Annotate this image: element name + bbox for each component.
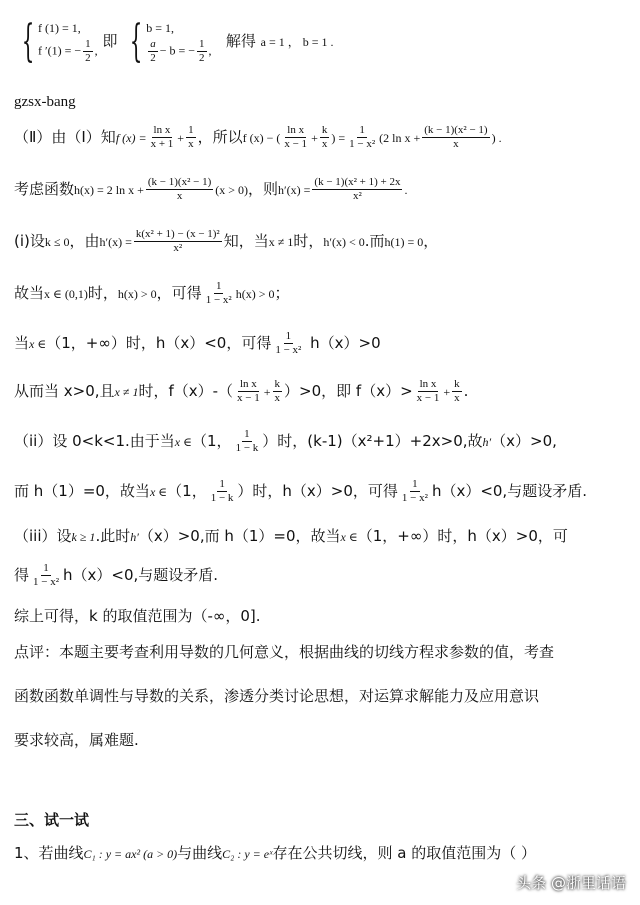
line-case-i-interval1: 故当x ∈ (0,1)时，h(x) > 0，可得 $\frac{1}{\text{1 − x²}}$ h(x) > 0； <box>14 280 290 306</box>
comment-line-1: 点评：本题主要考查利用导数的几何意义，根据曲线的切线方程求参数的值，考查 <box>14 643 555 661</box>
comment-line-3: 要求较高，属难题. <box>14 731 139 749</box>
line-case-ii-contradiction: 而 h（1）=0，故当x ∈（1， $\frac{1}{1 - k}$ ）时，h（x）>0，可得 $\frac{1}{\text{1 − x²}}$ h（x）<0,与题设矛盾. <box>14 478 587 504</box>
line-part2: （Ⅱ）由（Ⅰ）知f (x) = $\frac{\text{ln x}}{x + 1}$ + $\frac{1}{x}$ ，所以f (x) − ( $\frac{\text{ln x}}{x - 1}$ + $\frac{k}{x}$ ) = $\frac{1}{\text{1 − x²}}$ (2 ln x + $\frac{\text{(k − 1)(x² − 1)}}{x}$ ) . <box>14 124 502 150</box>
tag-gzsx: gzsx-bang <box>14 94 76 110</box>
text-jiede: 解得 <box>225 32 256 50</box>
section-heading: 三、试一试 <box>14 811 90 829</box>
line-system <box>14 15 632 74</box>
line-conclusion-i: 从而当 x>0,且x ≠ 1时，f（x）-（ $\frac{\text{ln x}}{x - 1}$ + $\frac{k}{x}$ ）>0，即 f（x）> $\frac{\text{ln x}}{x - 1}$ + $\frac{k}{x}$ . <box>14 378 469 404</box>
line-case-ii: （ii）设 0<k<1.由于当x ∈（1， $\frac{1}{1 - k}$ ）时，(k-1)（x²+1）+2x>0,故h′（x）>0, <box>14 428 557 454</box>
line-consider-h: 考虑函数h(x) = 2 ln x + $\frac{\text{(k − 1)(x² − 1)}}{x}$ (x > 0)，则h′(x) = $\frac{\text{(k − 1)(x² + 1) + 2x}}{\text{x²}}$ . <box>14 176 408 202</box>
equation-system-2: { b = 1, $\frac{a}{2}$ − b = − $\frac{1}{2}$ , <box>129 15 212 67</box>
text-ji: 即 <box>102 32 118 50</box>
line-case-i: (i)设k ≤ 0，由h′(x) = $\frac{\text{k(x² + 1) − (x − 1)²}}{\text{x²}}$ 知，当x ≠ 1时，h′(x) < 0.而h(1) = 0， <box>14 228 439 254</box>
line-case-i-interval2: 当x ∈（1，+∞）时，h（x）<0，可得 $\frac{1}{\text{1 − x²}}$ h（x）>0 <box>14 330 381 356</box>
question-1: 1、若曲线C₁ : y = ax² (a > 0)与曲线C₂ : y = eˣ存在公共切线，则 a 的取值范围为（ ） <box>14 844 536 862</box>
equation-system-1: { f (1) = 1, f ′(1) = − $\frac{1}{2}$ , <box>21 15 98 67</box>
comment-line-2: 函数函数单调性与导数的关系，渗透分类讨论思想，对运算求解能力及应用意识 <box>14 687 540 705</box>
line-case-iii: （iii）设k ≥ 1.此时h′（x）>0,而 h（1）=0，故当x ∈（1，+∞）时，h（x）>0，可 <box>14 527 568 545</box>
watermark: 头条 @浙里话语 <box>516 874 626 892</box>
result-ab: a = 1 ， b = 1 . <box>260 35 334 49</box>
line-case-iii-contradiction: 得 $\frac{1}{\text{1 − x²}}$ h（x）<0,与题设矛盾. <box>14 562 219 588</box>
line-summary: 综上可得，k 的取值范围为（-∞，0]. <box>14 607 261 625</box>
